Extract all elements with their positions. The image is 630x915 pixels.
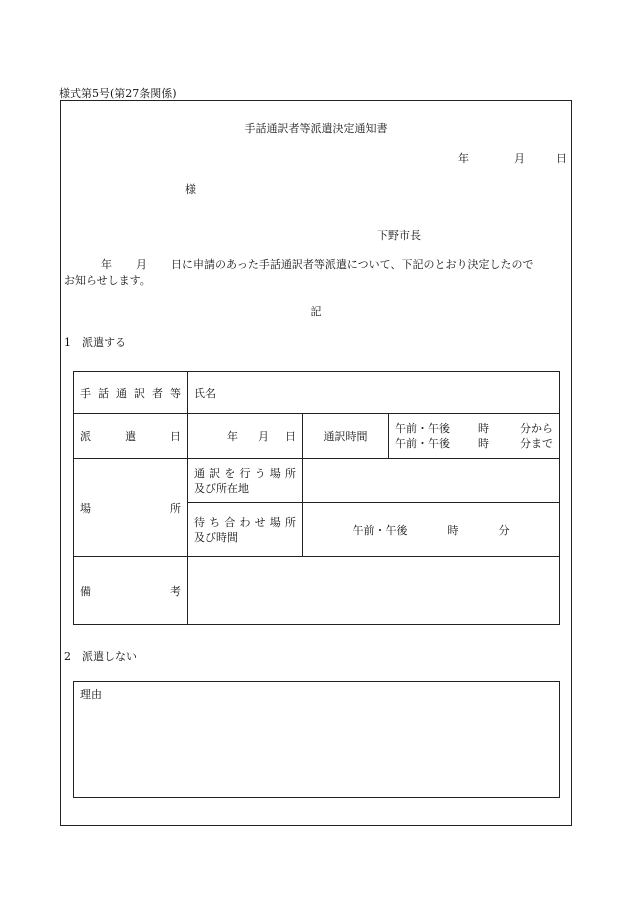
issuer-name: 下野市長 (377, 229, 421, 242)
dispatch-table (73, 371, 560, 625)
issue-date-year: 年 (458, 152, 469, 165)
body-year: 年 (101, 258, 112, 271)
venue-field[interactable] (303, 459, 560, 503)
form-number-label: 様式第5号(第27条関係) (59, 87, 177, 100)
addressee-suffix: 様 (185, 183, 196, 196)
document-title: 手話通訳者等派遣決定通知書 (244, 122, 388, 135)
section-dispatch: 1 派遣する (64, 336, 126, 349)
remarks-field[interactable] (188, 557, 560, 625)
body-text-line1: 日に申請のあった手話通訳者等派遣について、下記のとおり決定したので (171, 258, 534, 271)
interpret-time-label: 通訳時間 (303, 414, 389, 459)
meeting-label: 待 ち 合 わ せ 場 所 及び時間 (188, 503, 303, 557)
body-text-line2: お知らせします。 (64, 274, 151, 287)
reason-label: 理由 (80, 688, 102, 701)
notice-body (64, 257, 570, 289)
row-venue (74, 459, 560, 503)
interpreter-name-field[interactable] (188, 372, 560, 414)
place-label: 場 所 (74, 459, 188, 557)
row-dispatch-date (74, 414, 560, 459)
reason-field[interactable] (73, 681, 560, 798)
issue-date-day: 日 (556, 152, 567, 165)
remarks-label: 備 考 (74, 557, 188, 625)
dispatch-date-label: 派 遣 日 (74, 414, 188, 459)
body-month: 月 (136, 258, 147, 271)
section-no-dispatch: 2 派遣しない (64, 650, 137, 663)
row-interpreter (74, 372, 560, 414)
interpret-time-field[interactable]: 午前・午後 時 分から 午前・午後 時 分まで (389, 414, 560, 459)
interpreter-label: 手 話 通 訳 者 等 (74, 372, 188, 414)
issue-date-month: 月 (514, 152, 525, 165)
row-remarks (74, 557, 560, 625)
dispatch-date-field[interactable]: 年 月 日 (188, 414, 303, 459)
venue-label: 通 訳 を 行 う 場 所 及び所在地 (188, 459, 303, 503)
ki-heading: 記 (310, 305, 322, 318)
issue-date (458, 150, 567, 166)
meeting-time-field[interactable]: 午前・午後 時 分 (303, 503, 560, 557)
name-label: 氏名 (194, 386, 216, 400)
